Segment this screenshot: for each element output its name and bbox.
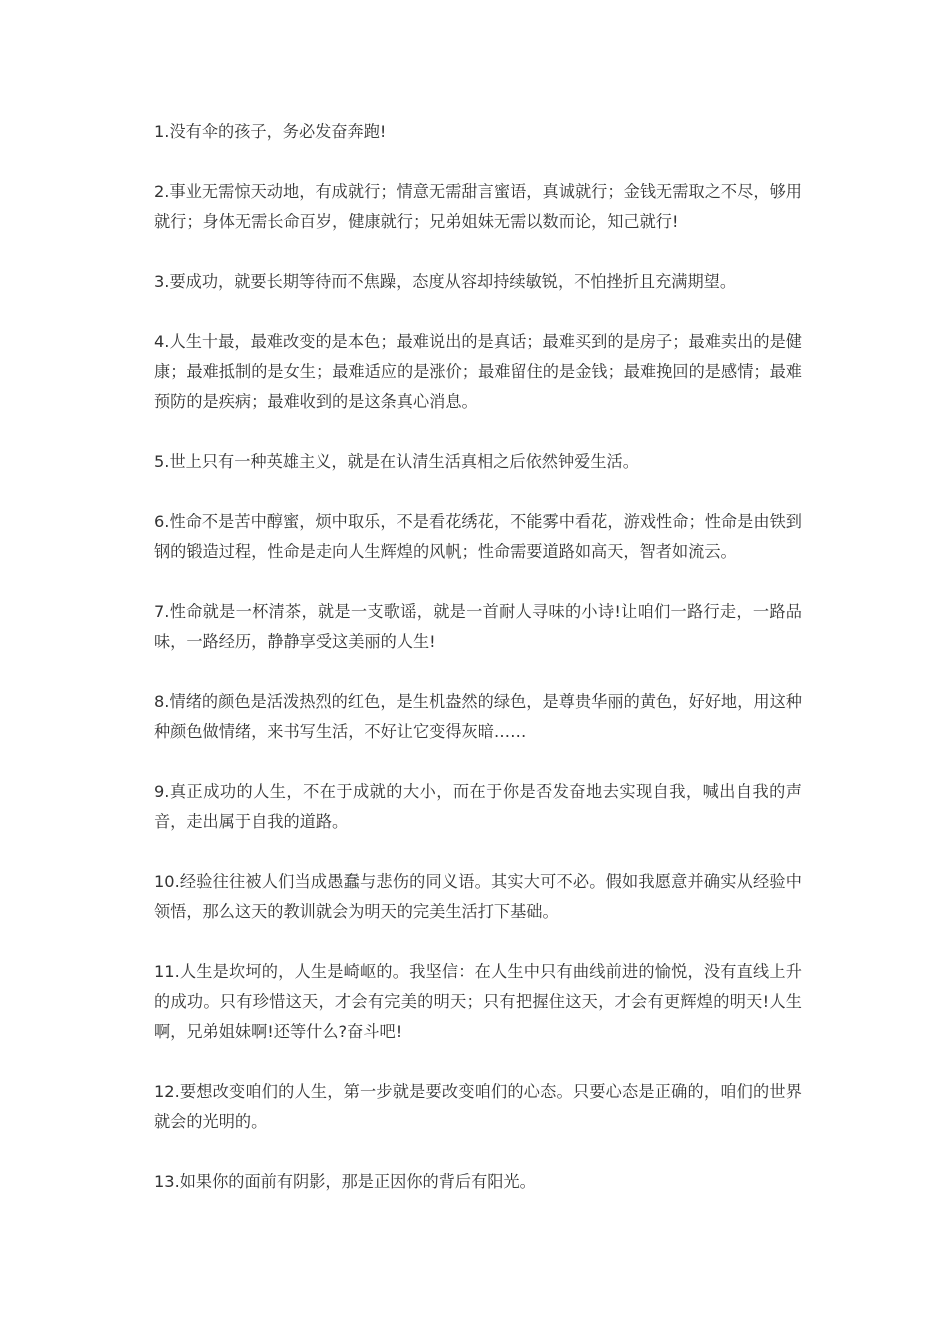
paragraph-11: 11.人生是坎坷的，人生是崎岖的。我坚信：在人生中只有曲线前进的愉悦，没有直线上升的成功。只有珍惜这天，才会有完美的明天；只有把握住这天，才会有更辉煌的明天!人生啊，兄弟姐妹啊!还等什么?奋斗吧! <box>154 962 802 1041</box>
paragraph-4: 4.人生十最，最难改变的是本色；最难说出的是真话；最难买到的是房子；最难卖出的是健康；最难抵制的是女生；最难适应的是涨价；最难留住的是金钱；最难挽回的是感情；最难预防的是疾病；最难收到的是这条真心消息。 <box>154 332 802 411</box>
paragraph-9: 9.真正成功的人生，不在于成就的大小，而在于你是否发奋地去实现自我，喊出自我的声音，走出属于自我的道路。 <box>154 782 802 831</box>
paragraph-8: 8.情绪的颜色是活泼热烈的红色，是生机盎然的绿色，是尊贵华丽的黄色，好好地，用这种种颜色做情绪，来书写生活，不好让它变得灰暗…… <box>154 692 802 741</box>
paragraph-6: 6.性命不是苦中醇蜜，烦中取乐，不是看花绣花，不能雾中看花，游戏性命；性命是由铁到钢的锻造过程，性命是走向人生辉煌的风帆；性命需要道路如高天，智者如流云。 <box>154 512 802 561</box>
paragraph-13: 13.如果你的面前有阴影，那是正因你的背后有阳光。 <box>154 1172 536 1191</box>
paragraph-1: 1.没有伞的孩子，务必发奋奔跑! <box>154 122 387 141</box>
paragraph-12: 12.要想改变咱们的人生，第一步就是要改变咱们的心态。只要心态是正确的，咱们的世界就会的光明的。 <box>154 1082 802 1131</box>
paragraph-5: 5.世上只有一种英雄主义，就是在认清生活真相之后依然钟爱生活。 <box>154 452 639 471</box>
paragraph-2: 2.事业无需惊天动地，有成就行；情意无需甜言蜜语，真诚就行；金钱无需取之不尽，够用就行；身体无需长命百岁，健康就行；兄弟姐妹无需以数而论，知己就行! <box>154 182 802 231</box>
paragraph-3: 3.要成功，就要长期等待而不焦躁，态度从容却持续敏锐，不怕挫折且充满期望。 <box>154 272 737 291</box>
document-body <box>154 117 802 1227</box>
paragraph-10: 10.经验往往被人们当成愚蠢与悲伤的同义语。其实大可不必。假如我愿意并确实从经验中领悟，那么这天的教训就会为明天的完美生活打下基础。 <box>154 872 802 921</box>
paragraph-7: 7.性命就是一杯清茶，就是一支歌谣，就是一首耐人寻味的小诗!让咱们一路行走，一路品味，一路经历，静静享受这美丽的人生! <box>154 602 802 651</box>
